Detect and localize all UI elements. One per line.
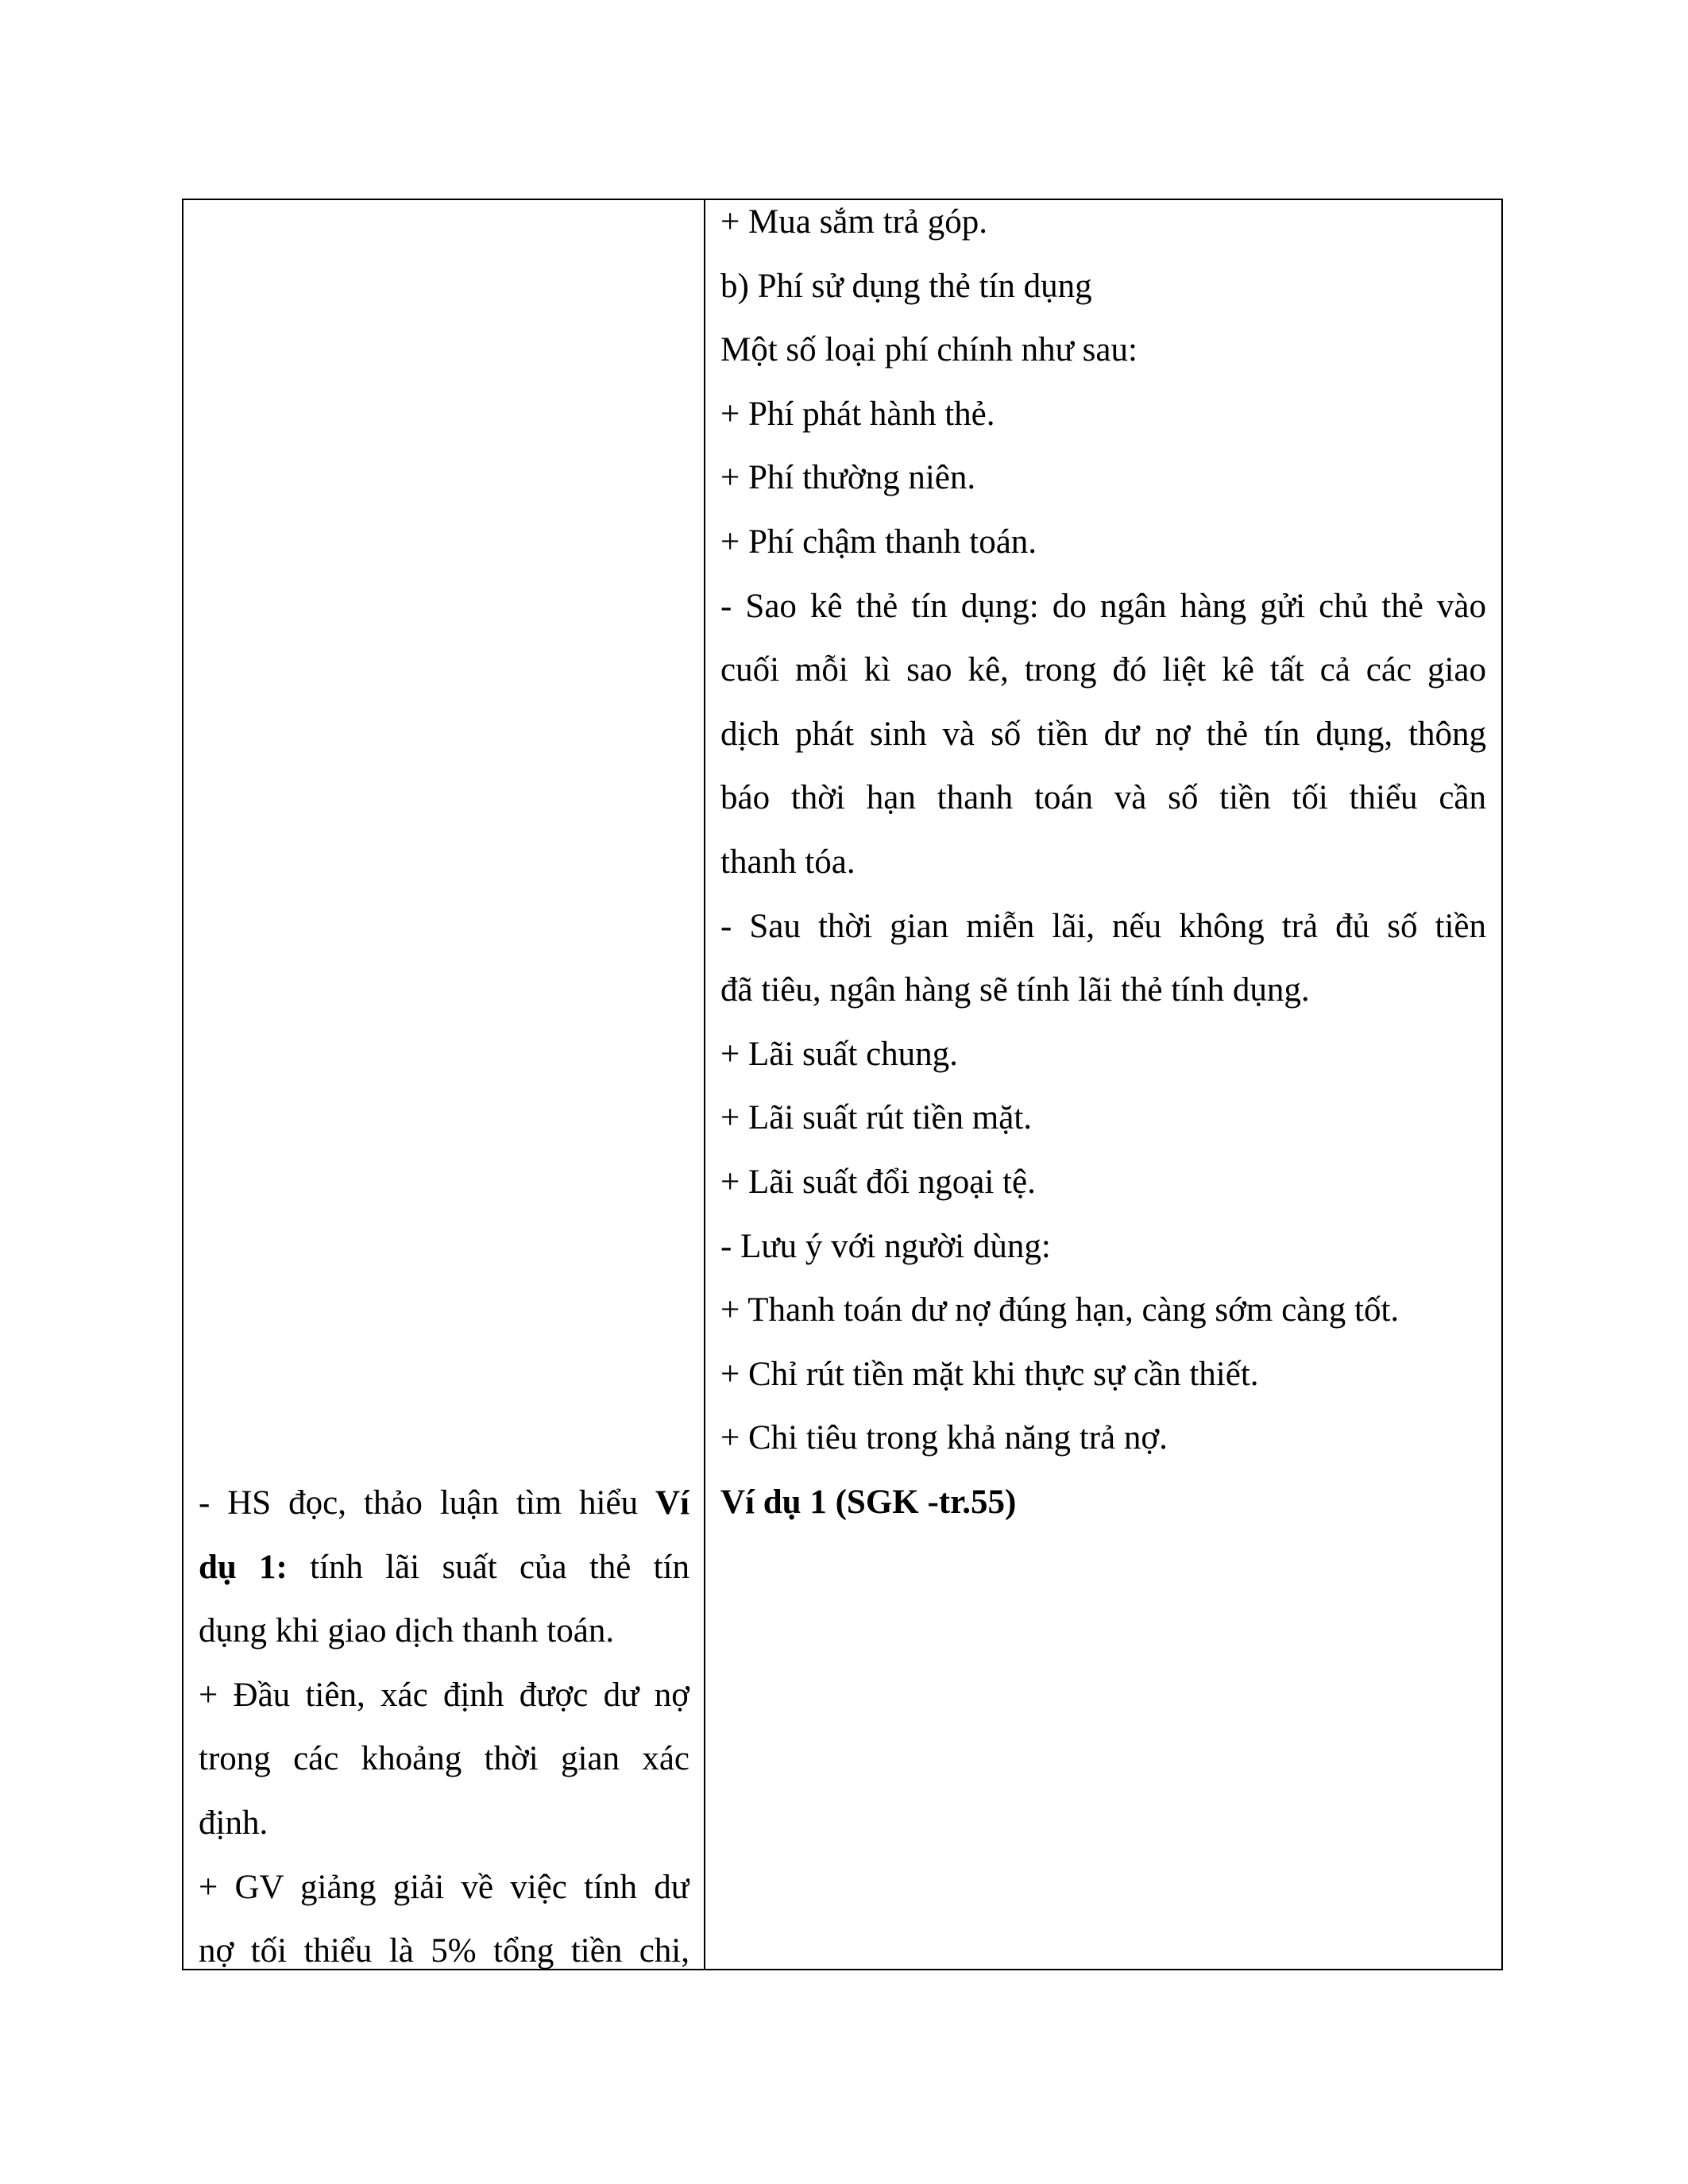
text-line: + GV giảng giải về việc tính dư — [199, 1868, 689, 1906]
text-line: trong các khoảng thời gian xác — [199, 1740, 689, 1778]
text-line: + Thanh toán dư nợ đúng hạn, càng sớm càng tốt. — [720, 1291, 1400, 1329]
text-line — [199, 1536, 689, 1600]
text-line: báo thời hạn thanh toán và số tiền tối thiểu cần — [720, 779, 1486, 817]
text-line: cuối mỗi kì sao kê, trong đó liệt kê tất cả các giao — [720, 651, 1486, 689]
text-line: Một số loại phí chính như sau: — [720, 331, 1138, 369]
text-line: định. — [199, 1804, 268, 1842]
bold-span: dụ 1: — [199, 1548, 288, 1586]
bold-span: Ví — [655, 1484, 689, 1522]
text-line: + Lãi suất rút tiền mặt. — [720, 1099, 1033, 1137]
left-column-content — [199, 1472, 689, 1984]
text-line: + Phí thường niên. — [720, 459, 976, 497]
right-column-content — [720, 191, 1486, 1534]
section-heading: b) Phí sử dụng thẻ tín dụng — [720, 267, 1092, 305]
text-line: - Sao kê thẻ tín dụng: do ngân hàng gửi chủ thẻ vào — [720, 587, 1486, 625]
text-line: + Chi tiêu trong khả năng trả nợ. — [720, 1419, 1168, 1457]
text-line — [199, 1472, 689, 1536]
text-line: - Lưu ý với người dùng: — [720, 1227, 1051, 1265]
text-line: + Phí chậm thanh toán. — [720, 523, 1037, 561]
example-heading: Ví dụ 1 (SGK -tr.55) — [720, 1483, 1017, 1521]
example-heading-line — [720, 1471, 1486, 1535]
text-line: + Đầu tiên, xác định được dư nợ — [199, 1676, 689, 1714]
text-line: + Lãi suất chung. — [720, 1035, 958, 1073]
text-line: dụng khi giao dịch thanh toán. — [199, 1612, 615, 1650]
text-span: tính lãi suất của thẻ tín — [287, 1548, 689, 1586]
text-line: thanh tóa. — [720, 843, 856, 881]
text-line: nợ tối thiểu là 5% tổng tiền chi, — [199, 1932, 689, 1970]
text-span: - HS đọc, thảo luận tìm hiểu — [199, 1484, 655, 1522]
text-line: - Sau thời gian miễn lãi, nếu không trả đủ số tiền — [720, 907, 1486, 945]
text-line: + Phí phát hành thẻ. — [720, 395, 995, 433]
text-line: + Chỉ rút tiền mặt khi thực sự cần thiết. — [720, 1355, 1259, 1393]
text-line: dịch phát sinh và số tiền dư nợ thẻ tín dụng, thông — [720, 715, 1486, 753]
text-line: đã tiêu, ngân hàng sẽ tính lãi thẻ tính dụng. — [720, 971, 1310, 1009]
text-line: + Mua sắm trả góp. — [720, 203, 987, 241]
text-line: + Lãi suất đổi ngoại tệ. — [720, 1163, 1036, 1201]
column-divider — [704, 199, 705, 1970]
